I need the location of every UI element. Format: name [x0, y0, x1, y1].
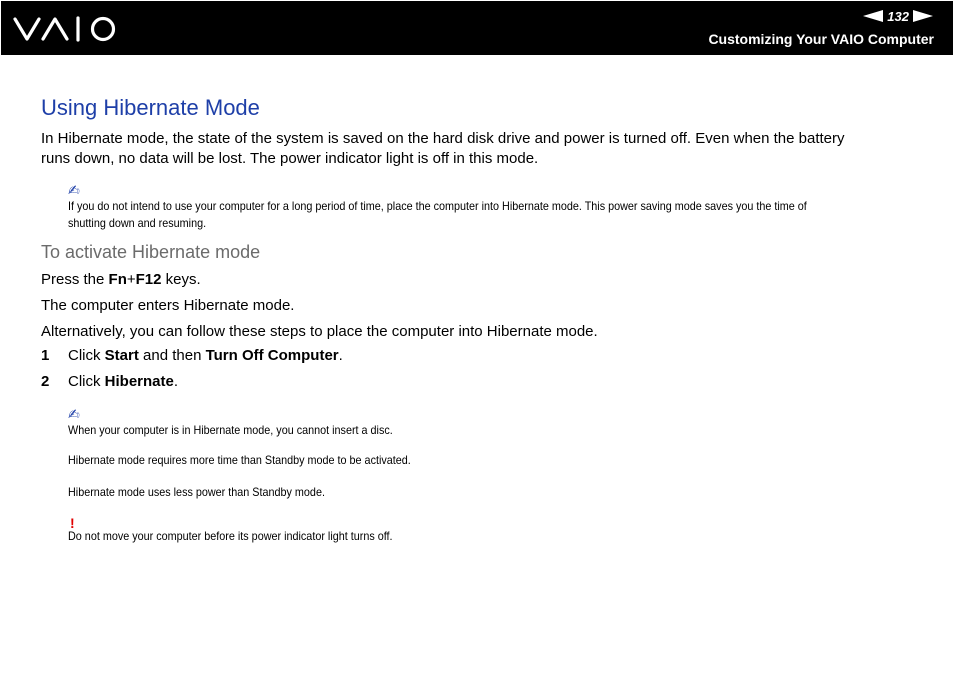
- exclamation-icon: !: [70, 515, 75, 531]
- page-title: Using Hibernate Mode: [41, 95, 260, 120]
- page-number: 132: [887, 8, 909, 24]
- key-f12: F12: [135, 271, 162, 288]
- enters-hibernate-line: The computer enters Hibernate mode.: [41, 297, 295, 314]
- note-more-time: Hibernate mode requires more time than Standby mode to be activated.: [68, 453, 411, 467]
- key-fn: Fn: [108, 271, 127, 288]
- note-less-power: Hibernate mode uses less power than Standby mode.: [68, 485, 325, 499]
- alternatively-line: Alternatively, you can follow these steps to place the computer into Hibernate mode.: [41, 323, 598, 340]
- page-header: [1, 1, 953, 55]
- prev-page-arrow-icon[interactable]: [863, 10, 883, 22]
- section-title: Customizing Your VAIO Computer: [708, 31, 934, 47]
- intro-line-1: In Hibernate mode, the state of the system is saved on the hard disk drive and power is turned off. Even when the battery: [41, 130, 845, 147]
- pencil-note-icon: ✍: [68, 406, 80, 422]
- step-2-text: Click Hibernate.: [68, 373, 179, 390]
- warning-text: Do not move your computer before its power indicator light turns off.: [68, 529, 393, 543]
- note-no-disc: When your computer is in Hibernate mode, you cannot insert a disc.: [68, 423, 393, 437]
- page-navigator: [863, 8, 933, 24]
- pencil-note-icon: ✍: [68, 182, 80, 198]
- step-1-text: Click Start and then Turn Off Computer.: [68, 347, 343, 364]
- next-page-arrow-icon[interactable]: [913, 10, 933, 22]
- vaio-logo: [13, 14, 121, 44]
- step-2-number: 2: [41, 373, 50, 390]
- step-1-number: 1: [41, 347, 50, 364]
- press-keys-line: Press the Fn+F12 keys.: [41, 271, 201, 288]
- subheading-activate: To activate Hibernate mode: [41, 242, 261, 262]
- intro-line-2: runs down, no data will be lost. The power indicator light is off in this mode.: [41, 150, 539, 167]
- note-long-absence: If you do not intend to use your computer for a long period of time, place the computer into Hibernate mode. This power saving mode saves you the time of shutting down and resuming.: [68, 199, 807, 230]
